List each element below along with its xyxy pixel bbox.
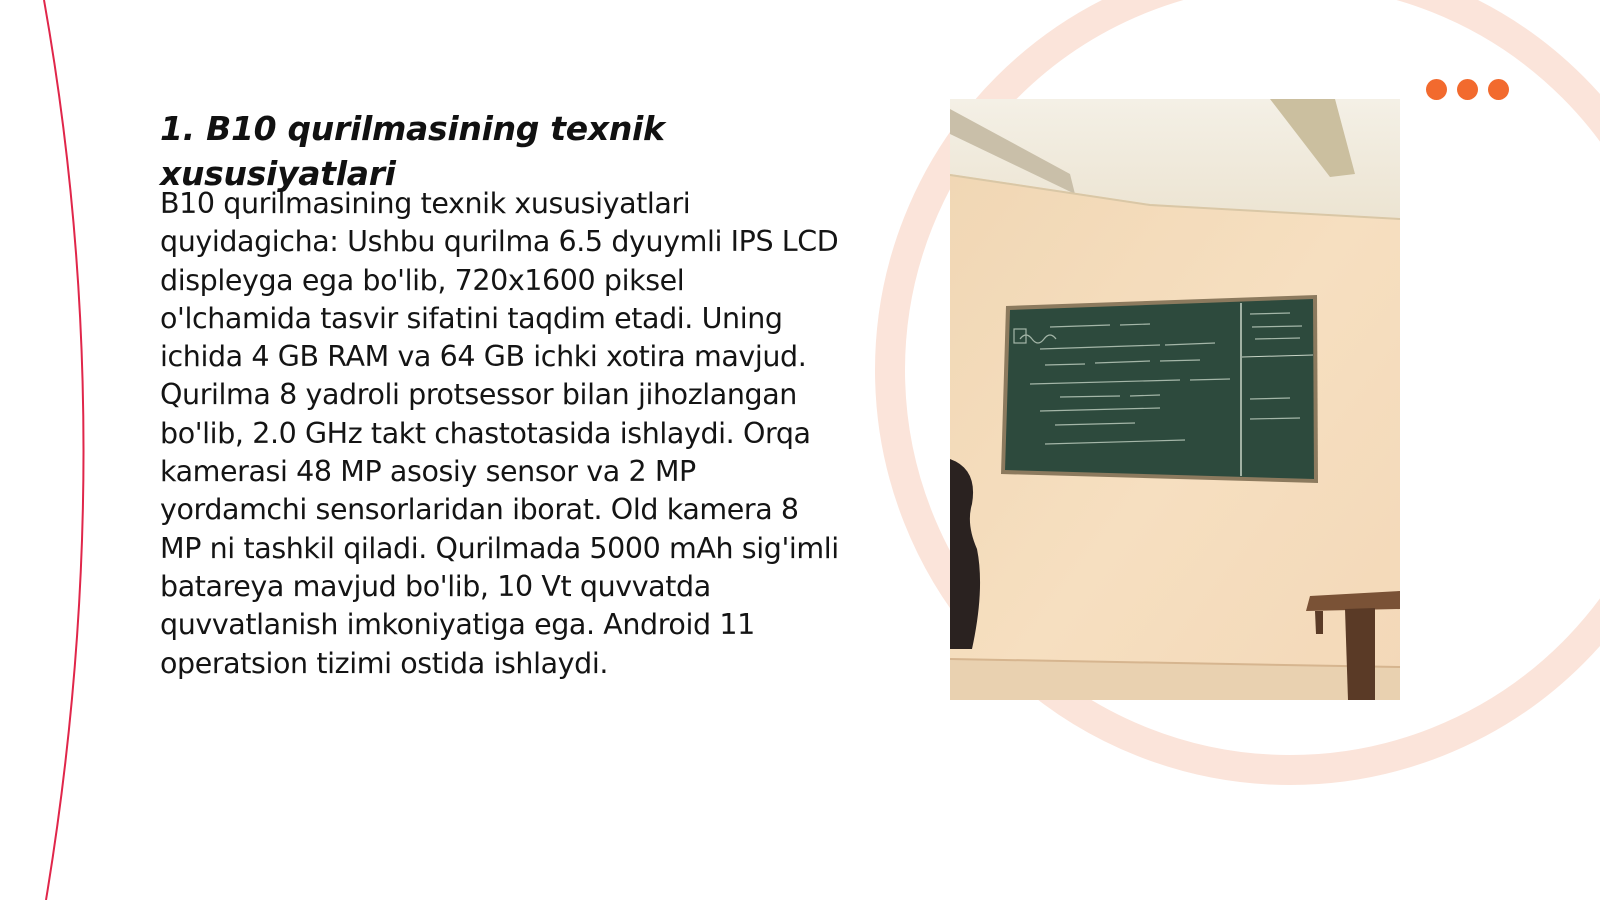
more-dots-icon — [1426, 79, 1516, 101]
classroom-blackboard-photo — [950, 99, 1400, 700]
photo-illustration — [950, 99, 1400, 700]
slide-body-text: B10 qurilmasining texnik xususiyatlari quyidagicha: Ushbu qurilma 6.5 dyuymli IPS LCD displeyga ega bo'lib, 720x1600 piksel o'lchamida tasvir sifatini taqdim etadi. Uning ichida 4 GB RAM va 64 GB ichki xotira mavjud. Qurilma 8 yadroli protsessor bilan jihozlangan bo'lib, 2.0 GHz takt chastotasida ishlaydi. Orqa kamerasi 48 MP asosiy sensor va 2 MP yordamchi sensorlaridan iborat. Old kamera 8 MP ni tashkil qiladi. Qurilmada 5000 mAh sig'imli batareya mavjud bo'lib, 10 Vt quvvatda quvvatlanish imkoniyatiga ega. Android 11 operatsion tizimi ostida ishlaydi. — [160, 187, 839, 680]
dot — [1488, 79, 1509, 100]
dot — [1457, 79, 1478, 100]
slide-title: 1. B10 qurilmasining texnik xususiyatlari — [160, 109, 665, 193]
dot — [1426, 79, 1447, 100]
decor-left-line — [44, 0, 84, 900]
